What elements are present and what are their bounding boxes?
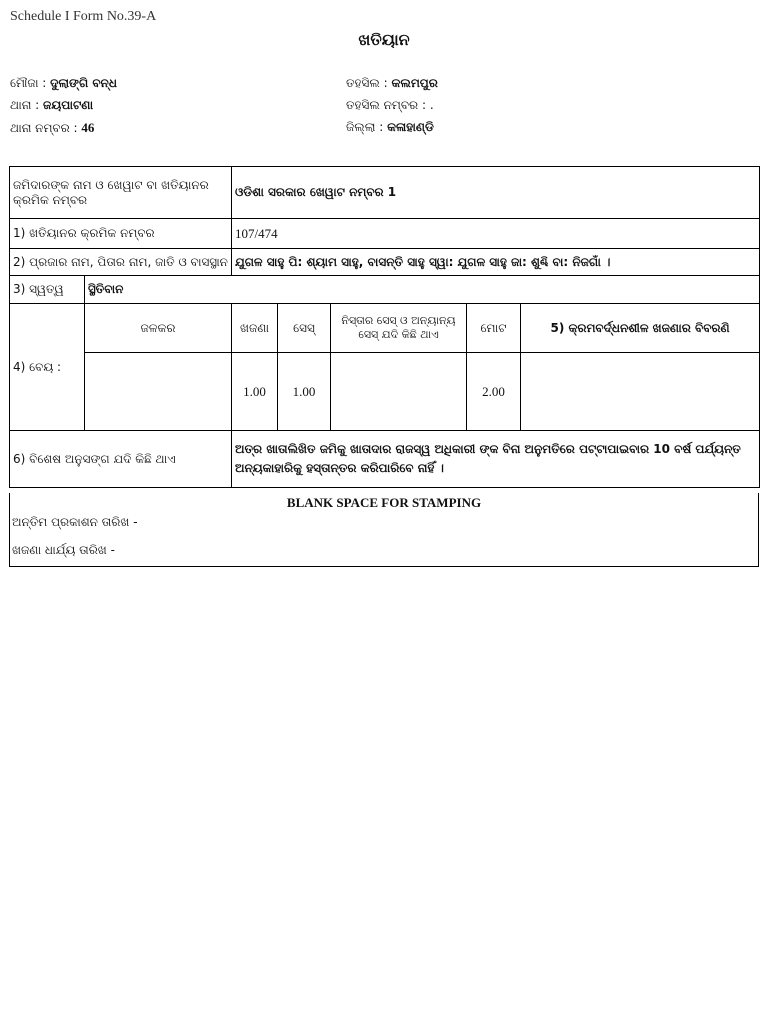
thana-label: ଥାନା : bbox=[10, 98, 40, 112]
tahasil-label: ତହସିଲ : bbox=[346, 76, 388, 90]
mouza-value: ଦୁଲାଙ୍ଗି ବନ୍ଧ bbox=[50, 76, 117, 90]
right-value: ସ୍ଥିତିବାନ bbox=[85, 276, 760, 304]
rent-values-row bbox=[10, 353, 760, 431]
khatiyan-table bbox=[9, 166, 760, 488]
thana-value: ଜୟପାଟଣା bbox=[43, 98, 94, 112]
col-jalakara: ଜଳକର bbox=[85, 304, 232, 353]
tahasil-number-line bbox=[346, 98, 434, 113]
final-publication-date-label: ଅନ୍ତିମ ପ୍ରକାଶନ ତାରିଖ - bbox=[12, 515, 138, 529]
khatiyan-number-value: 107/474 bbox=[232, 219, 760, 249]
thana-line bbox=[10, 98, 93, 113]
right-row bbox=[10, 276, 760, 304]
tenant-row bbox=[10, 249, 760, 276]
tenant-value: ଯୁଗଳ ସାହୁ ପି: ଶ୍ୟାମ ସାହୁ, ବାସନ୍ତି ସାହୁ ସ୍ୱା: ଯୁଗଳ ସାହୁ ଜା: ଶୁଣ୍ଢି ବା: ନିଜଗାଁ । bbox=[232, 249, 760, 276]
col-khajana: ଖଜଣା bbox=[232, 304, 278, 353]
thana-number-label: ଥାନା ନମ୍ବର : bbox=[10, 121, 78, 135]
owner-label: ଜମିଦାରଙ୍କ ନାମ ଓ ଖେୱାଟ ବା ଖତିୟାନର କ୍ରମିକ ନମ୍ବର bbox=[10, 167, 232, 219]
val-jalakara bbox=[85, 353, 232, 431]
mouza-line bbox=[10, 76, 117, 91]
stamp-space bbox=[9, 493, 759, 567]
tahasil-number-label: ତହସିଲ ନମ୍ବର : . bbox=[346, 98, 434, 112]
tahasil-value: କଲମପୁର bbox=[391, 76, 438, 90]
rent-label: 4) ବେୟ : bbox=[10, 304, 85, 431]
district-value: କଳାହାଣ୍ଡି bbox=[387, 120, 434, 134]
schedule-form-number: Schedule I Form No.39-A bbox=[10, 9, 157, 24]
khatiyan-number-row bbox=[10, 219, 760, 249]
right-label: 3) ସ୍ୱତ୍ୱ bbox=[10, 276, 85, 304]
owner-row bbox=[10, 167, 760, 219]
special-row bbox=[10, 431, 760, 488]
val-khajana: 1.00 bbox=[232, 353, 278, 431]
val-total: 2.00 bbox=[467, 353, 521, 431]
val-other-ses bbox=[331, 353, 467, 431]
col-other-ses: ନିସ୍ତାର ସେସ୍ ଓ ଅନ୍ୟାନ୍ୟ ସେସ୍ ଯଦି କିଛି ଥାଏ bbox=[331, 304, 467, 353]
col-total: ମୋଟ bbox=[467, 304, 521, 353]
val-progressive-rent bbox=[521, 353, 760, 431]
col-progressive-rent: 5) କ୍ରମବର୍ଦ୍ଧନଶୀଳ ଖଜଣାର ବିବରଣି bbox=[521, 304, 760, 353]
page-title: ଖତିୟାନ bbox=[358, 30, 410, 49]
district-line bbox=[346, 120, 434, 135]
tenant-label: 2) ପ୍ରଜାର ନାମ, ପିତାର ନାମ, ଜାତି ଓ ବାସସ୍ଥାନ bbox=[10, 249, 232, 276]
mouza-label: ମୌଜା : bbox=[10, 76, 47, 90]
thana-number-line bbox=[10, 120, 94, 136]
district-label: ଜିଲ୍ଲା : bbox=[346, 120, 384, 134]
rent-fixed-date-label: ଖଜଣା ଧାର୍ଯ୍ୟ ତାରିଖ - bbox=[12, 543, 115, 557]
special-label: 6) ବିଶେଷ ଅନୁସଙ୍ଗ ଯଦି କିଛି ଥାଏ bbox=[10, 431, 232, 488]
tahasil-line bbox=[346, 76, 438, 91]
owner-value: ଓଡିଶା ସରକାର ଖେୱାଟ ନମ୍ବର 1 bbox=[232, 167, 760, 219]
rent-header-row bbox=[10, 304, 760, 353]
special-value: ଅତ୍ର ଖାତାଲିଖିତ ଜମିକୁ ଖାତାଦାର ରାଜସ୍ୱ ଅଧିକାରୀ ଙ୍କ ବିନା ଅନୁମତିରେ ପଟ୍ଟାପାଇବାର 10 ବର୍ଷ ପର୍ଯ୍ୟନ୍ତ ଅନ୍ୟକାହାରିକୁ ହସ୍ତାନ୍ତର କରିପାରିବେ ନାହିଁ । bbox=[232, 431, 760, 488]
khatiyan-number-label: 1) ଖତିୟାନର କ୍ରମିକ ନମ୍ବର bbox=[10, 219, 232, 249]
val-ses: 1.00 bbox=[278, 353, 331, 431]
col-ses: ସେସ୍ bbox=[278, 304, 331, 353]
thana-number-value: 46 bbox=[81, 120, 95, 135]
stamp-title: BLANK SPACE FOR STAMPING bbox=[286, 495, 482, 510]
